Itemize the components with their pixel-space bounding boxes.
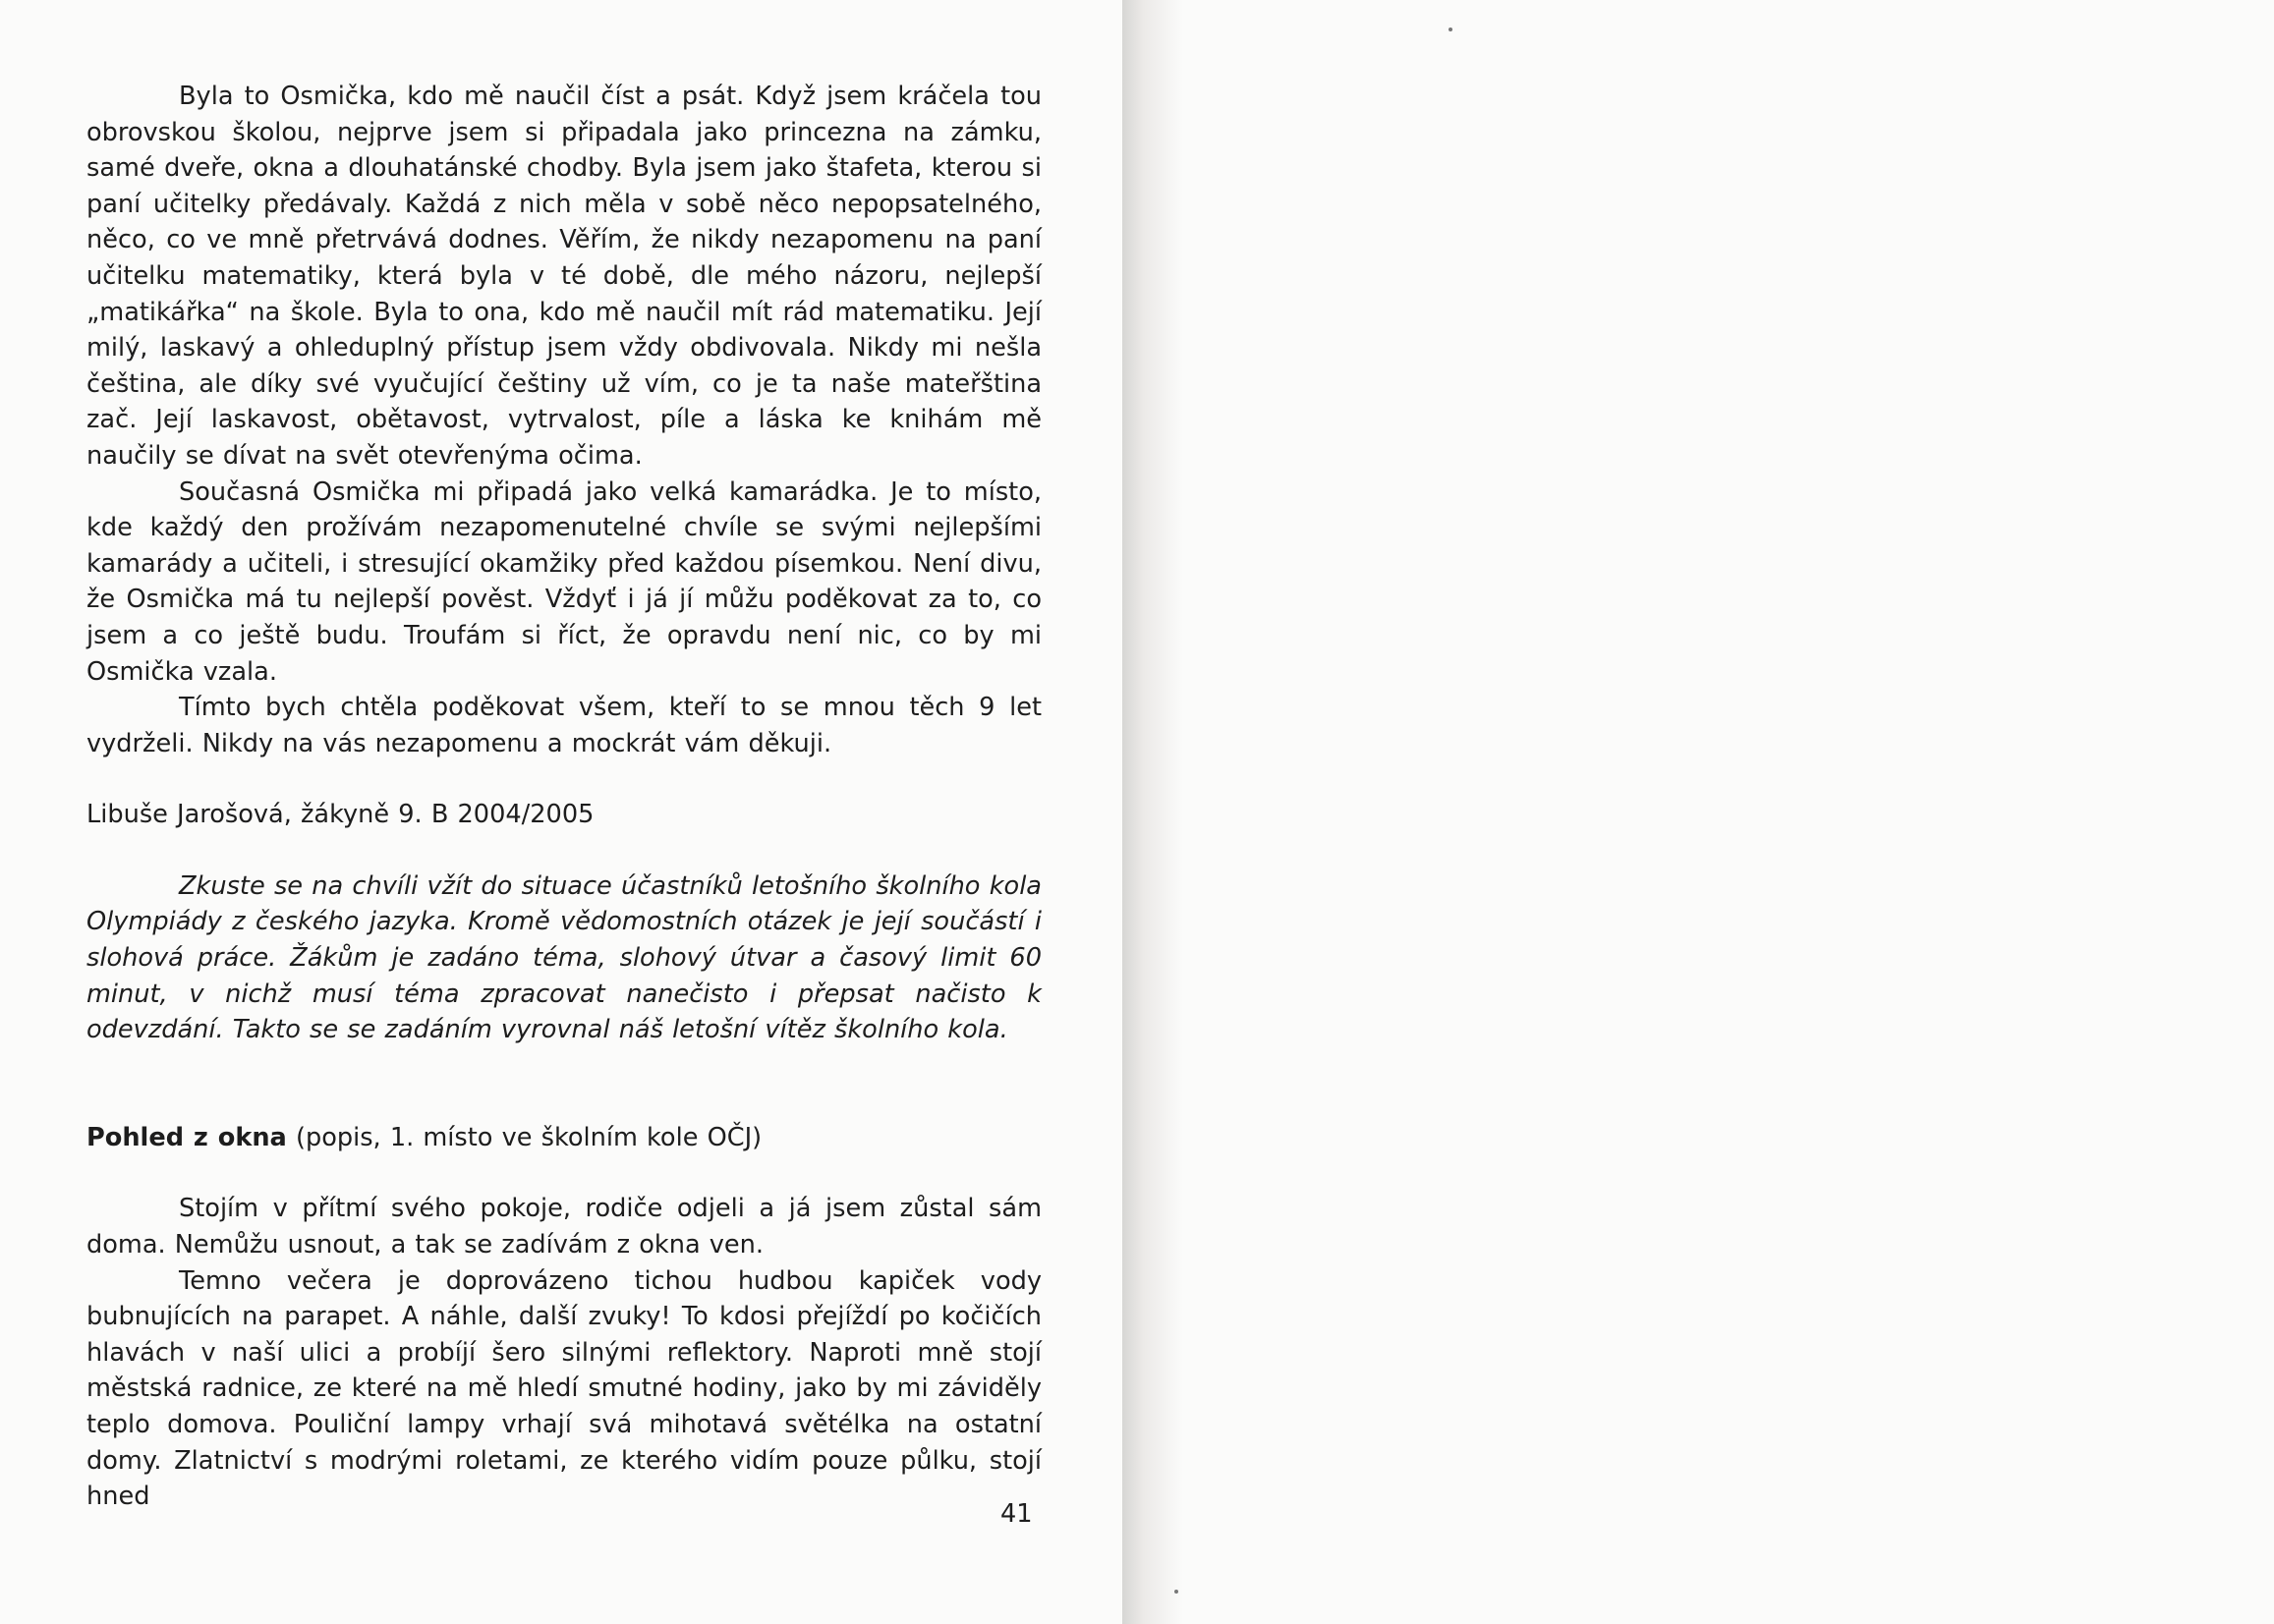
paragraph: Tímto bych chtěla poděkovat všem, kteří to se mnou těch 9 let vydrželi. Nikdy na vás nezapomenu a mockrát vám děkuji. [86,693,1042,758]
paragraph: Byla to Osmička, kdo mě naučil číst a psát. Když jsem kráčela tou obrovskou školou, nejprve jsem si připadala jako princezna na zámku, samé dveře, okna a dlouhatánské chodby. Byla jsem jako štafeta, kterou si paní učitelky předávaly. Každá z nich měla v sobě něco nepopsatelného, něco, co ve mně přetrvává dodnes. Věřím, že nikdy nezapomenu na paní učitelku matematiky, která byla v té době, dle mého názoru, nejlepší „matikářka“ na škole. Byla to ona, kdo mě naučil mít rád matematiku. Její milý, laskavý a ohleduplný přístup jsem vždy obdivovala. Nikdy mi nešla čeština, ale díky své vyučující češtiny už vím, co je ta naše mateřština zač. Její laskavost, obětavost, vytrvalost, píle a láska ke knihám mě naučily se dívat na svět otevřenýma očima. [86,82,1042,471]
author-signature: Libuše Jarošová, žákyně 9. B 2004/2005 [86,800,595,830]
italic-intro: Zkuste se na chvíli vžít do situace účastníků letošního školního kola Olympiády z českého jazyka. Kromě vědomostních otázek je její součástí i slohová práce. Žákům je zadáno téma, slohový útvar a časový limit 60 minut, v nichž musí téma zpracovat nanečisto i přepsat načisto k odevzdání. Takto se se zadáním vyrovnal náš letošní vítěz školního kola. [86,870,1042,1045]
paragraph: Současná Osmička mi připadá jako velká kamarádka. Je to místo, kde každý den prožívám nezapomenutelné chvíle se svými nejlepšími kamarády a učiteli, i stresující okamžiky před každou písemkou. Není divu, že Osmička má tu nejlepší pověst. Vždyť i já jí můžu poděkovat za to, co jsem a co ještě budu. Troufám si říct, že opravdu není nic, co by mi Osmička vzala. [86,476,1042,687]
scan-speck [1449,28,1452,31]
section-subtitle: (popis, 1. místo ve školním kole OČJ) [286,1122,763,1152]
left-page [0,0,1122,1624]
section-heading [86,1120,1042,1156]
scan-speck [1174,1590,1178,1594]
paragraph: Stojím v přítmí svého pokoje, rodiče odjeli a já jsem zůstal sám doma. Nemůžu usnout, a tak se zadívám z okna ven. [86,1194,1042,1260]
right-page [1122,0,2274,1624]
left-page-text [86,79,1042,1515]
book-gutter-shadow [1122,0,1183,1624]
section-title: Pohled z okna [86,1122,287,1152]
paragraph: Temno večera je doprovázeno tichou hudbou kapiček vody bubnujících na parapet. A náhle, další zvuky! To kdosi přejíždí po kočičích hlavách v naší ulici a probíjí šero silnými reflektory. Naproti mně stojí městská radnice, ze které na mě hledí smutné hodiny, jako by mi záviděly teplo domova. Pouliční lampy vrhají svá mihotavá světélka na ostatní domy. Zlatnictví s modrými roletami, ze kterého vidím pouze půlku, stojí hned [86,1265,1042,1512]
page-number: 41 [1000,1499,1033,1529]
